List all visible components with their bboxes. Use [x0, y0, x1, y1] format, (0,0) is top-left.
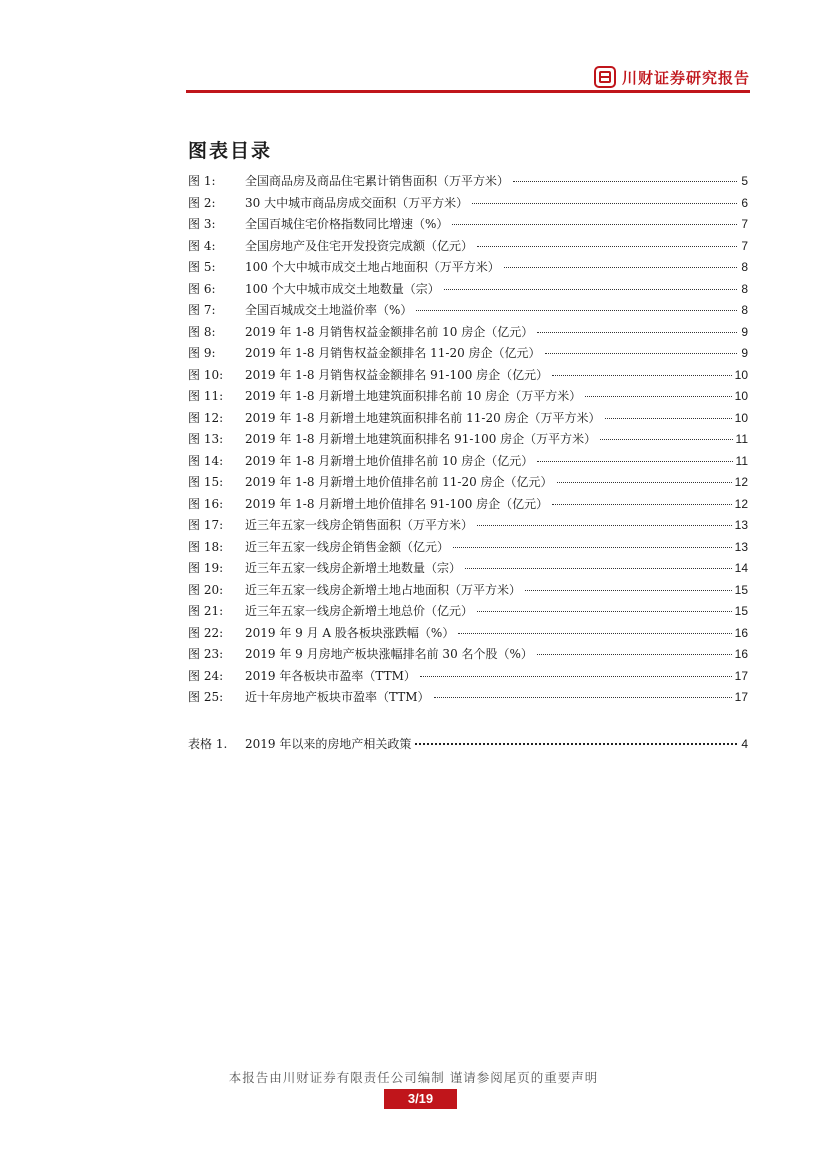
entry-page: 17 — [734, 668, 748, 683]
toc-entry[interactable] — [188, 258, 748, 280]
toc-title: 图表目录 — [188, 140, 273, 162]
entry-page: 10 — [734, 389, 748, 403]
entry-label: 2019 年 1-8 月新增土地价值排名 91-100 房企（亿元） — [245, 496, 549, 511]
entry-label: 近三年五家一线房企新增土地总价（亿元） — [245, 604, 474, 618]
entry-page: 9 — [741, 324, 748, 339]
dot-leader — [472, 203, 737, 204]
entry-number: 图 6: — [188, 281, 216, 296]
dot-leader — [452, 224, 737, 225]
page-header — [186, 62, 750, 94]
entry-page: 12 — [734, 475, 748, 489]
entry-number: 图 2: — [188, 195, 216, 210]
dot-leader — [415, 743, 737, 745]
toc-entry[interactable] — [188, 452, 748, 474]
entry-number: 图 23: — [188, 647, 224, 661]
table-list — [188, 735, 748, 757]
dot-leader — [477, 246, 737, 247]
entry-page: 11 — [735, 432, 748, 446]
entry-page: 12 — [734, 496, 748, 511]
entry-page: 15 — [734, 582, 748, 597]
dot-leader — [477, 611, 732, 612]
entry-label: 2019 年 1-8 月新增土地建筑面积排名 91-100 房企（万平方米） — [245, 432, 597, 446]
entry-number: 图 4: — [188, 238, 216, 253]
entry-label: 2019 年 9 月房地产板块涨幅排名前 30 名个股（%） — [245, 647, 533, 661]
entry-number: 图 14: — [188, 453, 224, 468]
entry-number: 图 8: — [188, 324, 216, 339]
entry-page: 15 — [734, 604, 748, 618]
toc-entry[interactable] — [188, 667, 748, 689]
entry-page: 13 — [734, 518, 748, 532]
brand-name: 川财证券研究报告 — [621, 68, 750, 87]
entry-number: 图 11: — [188, 389, 224, 403]
entry-label: 近十年房地产板块市盈率（TTM） — [245, 690, 430, 704]
dot-leader — [477, 525, 732, 526]
entry-number: 图 18: — [188, 539, 224, 554]
entry-page: 7 — [741, 217, 748, 231]
toc-entry[interactable] — [188, 495, 748, 517]
entry-page: 10 — [734, 410, 748, 425]
entry-number: 图 15: — [188, 475, 224, 489]
entry-number: 图 20: — [188, 582, 224, 597]
toc-entry[interactable] — [188, 688, 748, 710]
toc-entry[interactable] — [188, 538, 748, 560]
entry-label: 100 个大中城市成交土地占地面积（万平方米） — [245, 260, 500, 274]
dot-leader — [605, 418, 732, 419]
entry-page: 16 — [734, 647, 748, 661]
dot-leader — [600, 439, 732, 440]
entry-label: 2019 年 1-8 月销售权益金额排名 11-20 房企（亿元） — [245, 346, 541, 360]
entry-number: 图 5: — [188, 260, 216, 274]
entry-number: 图 1: — [188, 174, 216, 188]
entry-page: 14 — [734, 561, 748, 575]
entry-page: 11 — [735, 453, 748, 468]
entry-number: 图 16: — [188, 496, 224, 511]
entry-label: 全国百城住宅价格指数同比增速（%） — [245, 217, 449, 231]
toc-entry[interactable] — [188, 409, 748, 431]
entry-label: 全国房地产及住宅开发投资完成额（亿元） — [245, 238, 474, 253]
dot-leader — [585, 396, 731, 397]
entry-number: 图 3: — [188, 217, 216, 231]
header-rule — [186, 90, 750, 93]
entry-number: 图 13: — [188, 432, 224, 446]
figure-list — [188, 172, 748, 710]
dot-leader — [537, 332, 737, 333]
footer-disclaimer: 本报告由川财证券有限责任公司编制 谨请参阅尾页的重要声明 — [228, 1070, 599, 1085]
dot-leader — [537, 461, 732, 462]
dot-leader — [434, 697, 732, 698]
entry-label: 近三年五家一线房企销售金额（亿元） — [245, 539, 450, 554]
toc-entry[interactable] — [188, 344, 748, 366]
dot-leader — [525, 590, 732, 591]
toc-entry[interactable] — [188, 430, 748, 452]
entry-page: 8 — [741, 303, 748, 317]
entry-label: 2019 年 1-8 月新增土地价值排名前 10 房企（亿元） — [245, 453, 534, 468]
dot-leader — [420, 676, 732, 677]
toc-entry[interactable] — [188, 215, 748, 237]
entry-label: 全国百城成交土地溢价率（%） — [245, 303, 413, 317]
entry-label: 近三年五家一线房企新增土地数量（宗） — [245, 561, 462, 575]
dot-leader — [453, 547, 732, 548]
entry-number: 图 25: — [188, 690, 224, 704]
entry-label: 100 个大中城市成交土地数量（宗） — [245, 281, 440, 296]
entry-label: 30 大中城市商品房成交面积（万平方米） — [245, 195, 469, 210]
toc-entry[interactable] — [188, 301, 748, 323]
dot-leader — [513, 181, 737, 182]
entry-number: 图 12: — [188, 410, 224, 425]
dot-leader — [545, 353, 737, 354]
toc-entry[interactable] — [188, 645, 748, 667]
entry-label: 近三年五家一线房企新增土地占地面积（万平方米） — [245, 582, 522, 597]
entry-number: 图 24: — [188, 668, 224, 683]
dot-leader — [552, 375, 731, 376]
entry-number: 图 9: — [188, 346, 216, 360]
toc-entry[interactable] — [188, 237, 748, 259]
page-number-badge: 3/19 — [384, 1089, 457, 1109]
dot-leader — [458, 633, 731, 634]
entry-number: 图 7: — [188, 303, 216, 317]
entry-label: 2019 年 1-8 月新增土地价值排名前 11-20 房企（亿元） — [245, 475, 553, 489]
entry-page: 16 — [734, 625, 748, 640]
toc-entry[interactable] — [188, 581, 748, 603]
toc-entry[interactable] — [188, 624, 748, 646]
dot-leader — [416, 310, 737, 311]
dot-leader — [504, 267, 737, 268]
entry-number: 图 22: — [188, 625, 224, 640]
entry-page: 4 — [741, 737, 748, 751]
entry-page: 8 — [741, 260, 748, 274]
toc-entry[interactable] — [188, 516, 748, 538]
toc-entry[interactable] — [188, 559, 748, 581]
toc-entry[interactable] — [188, 323, 748, 345]
entry-label: 全国商品房及商品住宅累计销售面积（万平方米） — [245, 174, 510, 188]
dot-leader — [465, 568, 732, 569]
entry-label: 2019 年 9 月 A 股各板块涨跌幅（%） — [245, 625, 455, 640]
entry-page: 6 — [741, 195, 748, 210]
entry-label: 2019 年以来的房地产相关政策 — [245, 737, 412, 751]
toc-entry[interactable] — [188, 735, 748, 757]
entry-label: 2019 年 1-8 月销售权益金额排名前 10 房企（亿元） — [245, 324, 534, 339]
dot-leader — [552, 504, 731, 505]
dot-leader — [557, 482, 732, 483]
entry-label: 2019 年各板块市盈率（TTM） — [245, 668, 416, 683]
entry-page: 9 — [741, 346, 748, 360]
entry-label: 近三年五家一线房企销售面积（万平方米） — [245, 518, 474, 532]
entry-page: 10 — [734, 367, 748, 382]
entry-page: 17 — [734, 690, 748, 704]
toc-entry[interactable] — [188, 473, 748, 495]
dot-leader — [444, 289, 737, 290]
entry-label: 2019 年 1-8 月销售权益金额排名 91-100 房企（亿元） — [245, 367, 549, 382]
entry-number: 图 21: — [188, 604, 224, 618]
entry-label: 2019 年 1-8 月新增土地建筑面积排名前 11-20 房企（万平方米） — [245, 410, 601, 425]
toc-entry[interactable] — [188, 602, 748, 624]
entry-number: 图 10: — [188, 367, 224, 382]
brand-logo-icon — [594, 66, 616, 88]
entry-number: 图 17: — [188, 518, 224, 532]
entry-page: 8 — [741, 281, 748, 296]
dot-leader — [537, 654, 732, 655]
entry-number: 图 19: — [188, 561, 224, 575]
entry-page: 7 — [741, 238, 748, 253]
entry-number: 表格 1. — [188, 737, 228, 751]
entry-page: 13 — [734, 539, 748, 554]
brand — [594, 66, 750, 88]
toc-entry[interactable] — [188, 194, 748, 216]
entry-page: 5 — [741, 174, 748, 188]
toc-entry[interactable] — [188, 366, 748, 388]
toc-entry[interactable] — [188, 280, 748, 302]
toc-entry[interactable] — [188, 172, 748, 194]
toc-entry[interactable] — [188, 387, 748, 409]
entry-label: 2019 年 1-8 月新增土地建筑面积排名前 10 房企（万平方米） — [245, 389, 582, 403]
